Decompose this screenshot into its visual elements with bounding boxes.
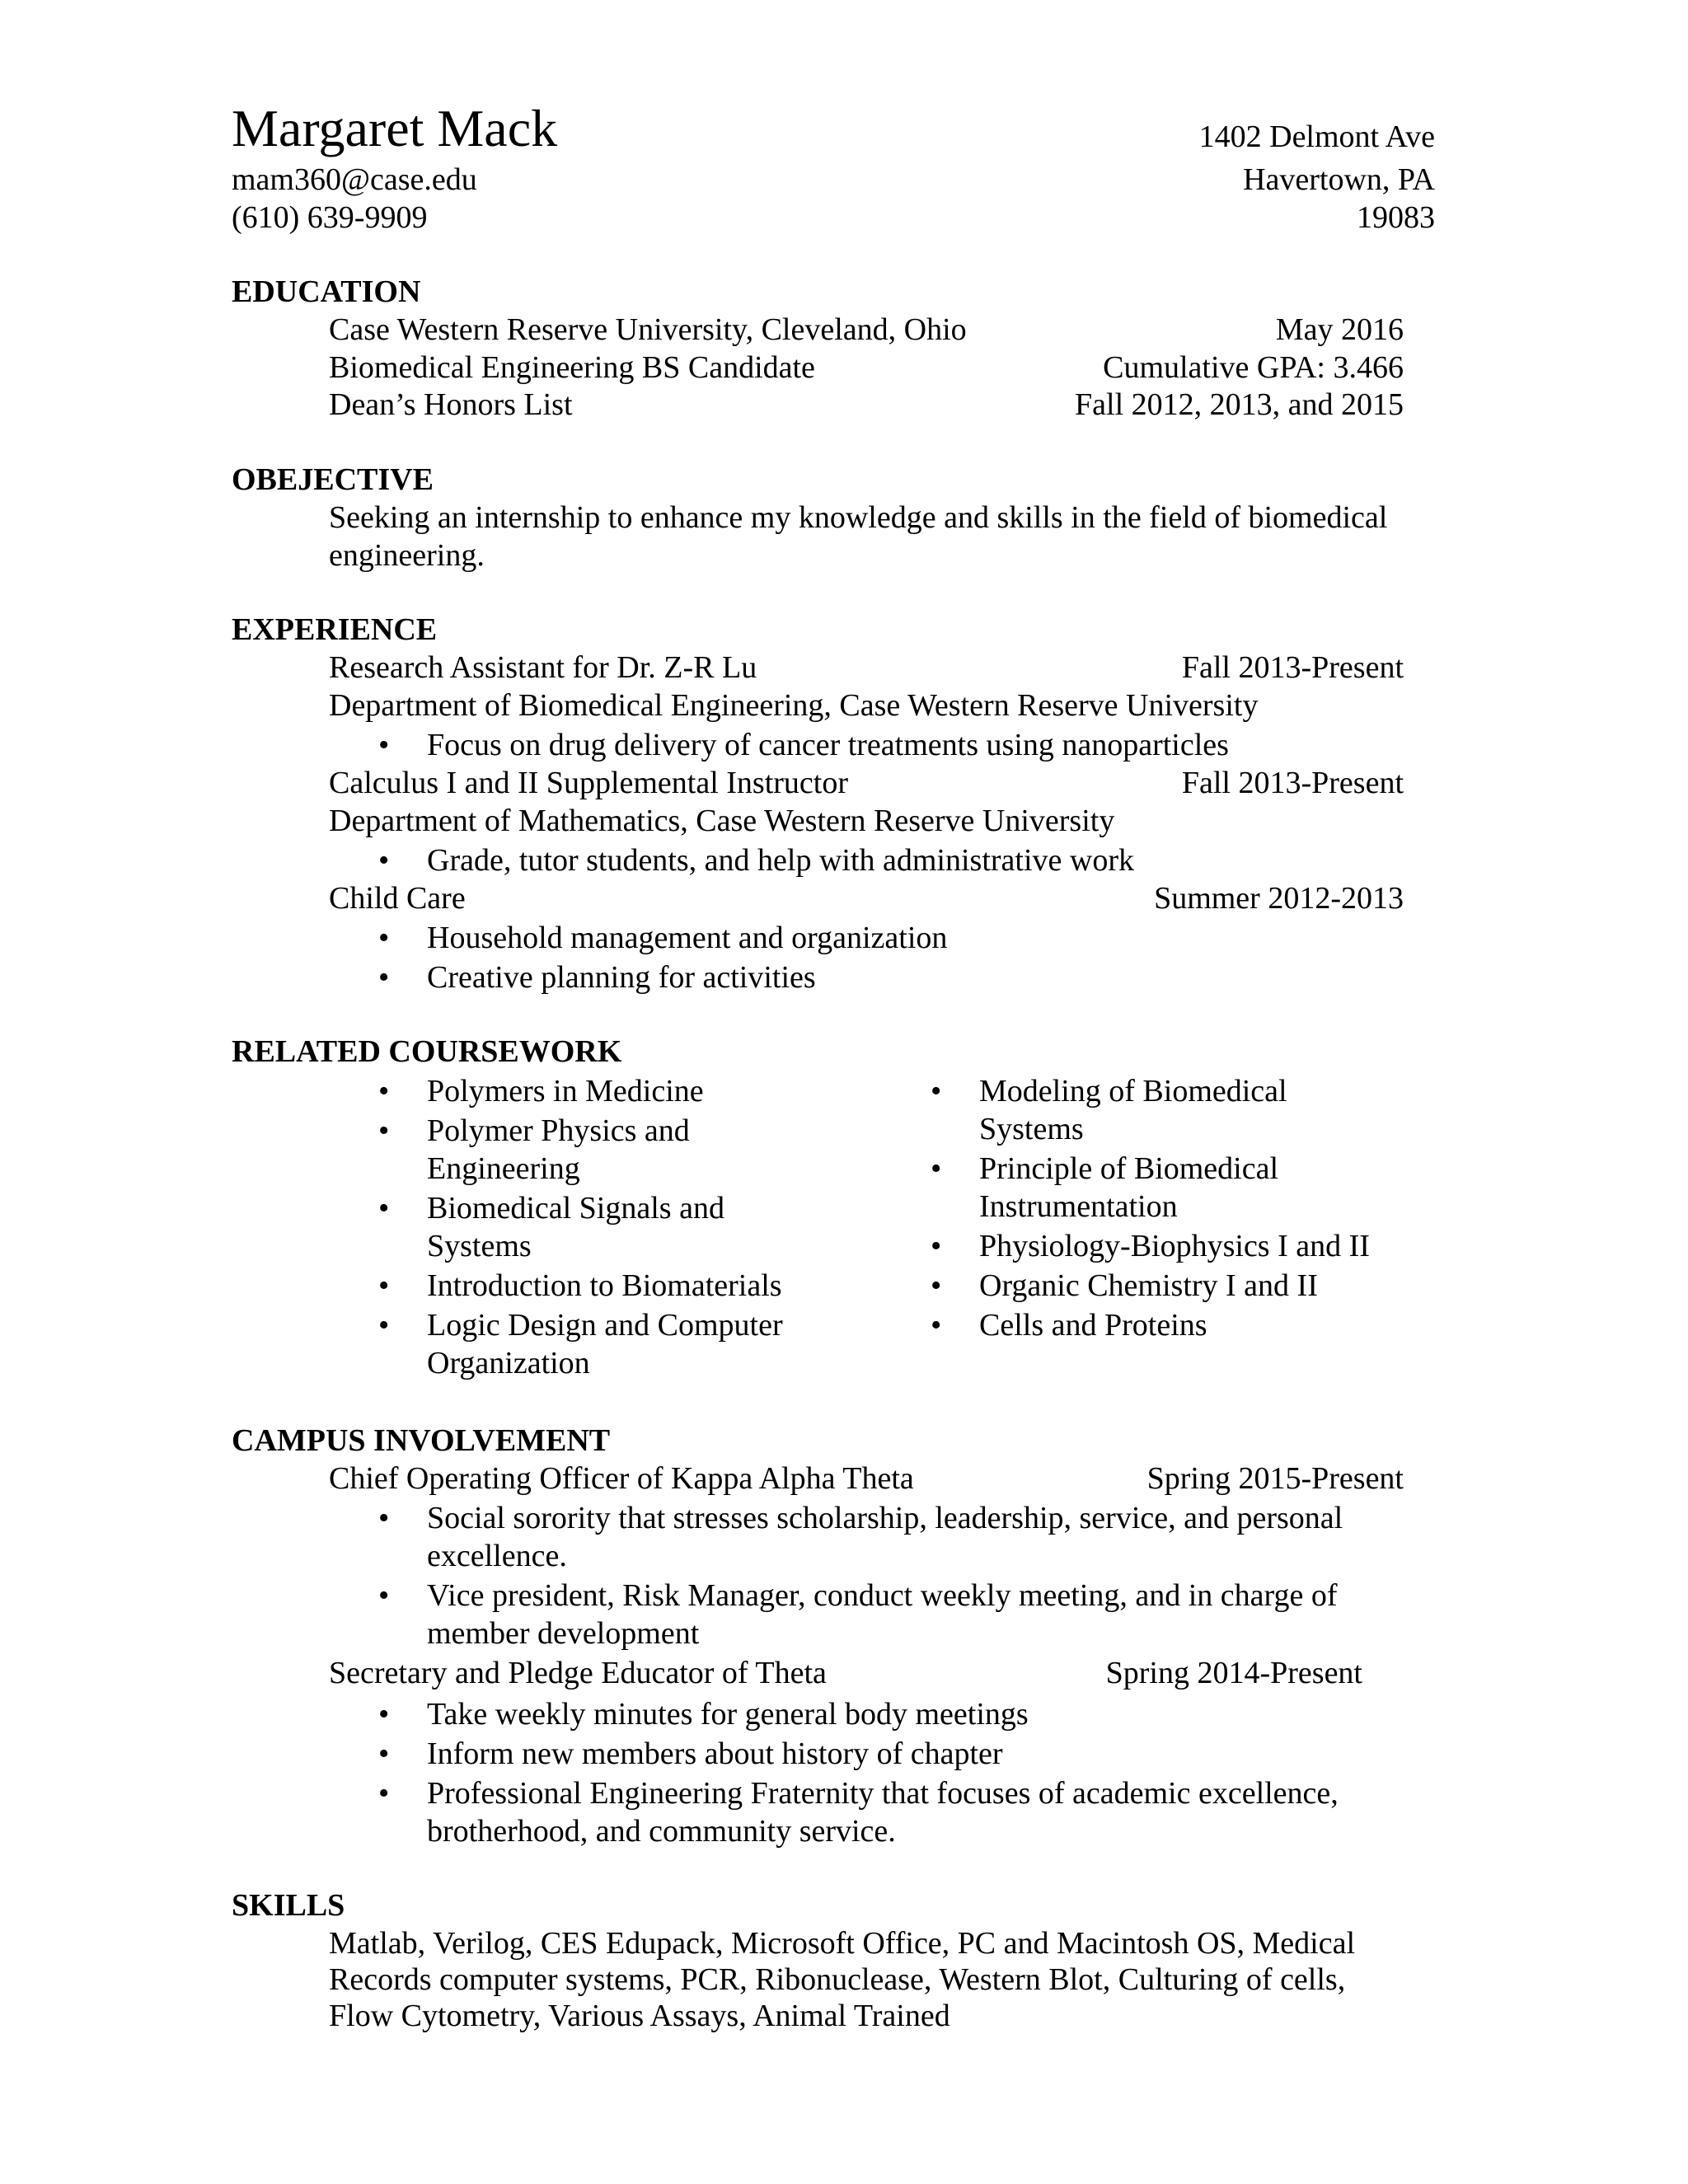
list-item-text: Modeling of Biomedical <box>979 1074 1287 1108</box>
bullet-icon: • <box>378 1697 390 1732</box>
email: mam360@case.edu <box>232 162 477 197</box>
job-title: Calculus I and II Supplemental Instructor <box>329 766 849 800</box>
role-title: Secretary and Pledge Educator of Theta <box>329 1656 827 1690</box>
experience-heading: EXPERIENCE <box>232 612 438 647</box>
list-item-text: Logic Design and Computer <box>427 1308 783 1343</box>
bullet-icon: • <box>931 1229 942 1263</box>
list-item-text: Physiology-Biophysics I and II <box>979 1229 1370 1263</box>
list-item-text: Social sorority that stresses scholarship, leadership, service, and personal <box>427 1501 1343 1535</box>
bullet-icon: • <box>931 1074 942 1108</box>
bullet-icon: • <box>378 843 390 878</box>
applicant-name: Margaret Mack <box>232 99 558 157</box>
education-honors-terms: Fall 2012, 2013, and 2015 <box>1075 387 1404 422</box>
bullet-icon: • <box>378 1736 390 1771</box>
role-title: Chief Operating Officer of Kappa Alpha Theta <box>329 1461 914 1496</box>
list-item-text: Cells and Proteins <box>979 1308 1207 1343</box>
list-item-text: brotherhood, and community service. <box>427 1814 896 1849</box>
bullet-icon: • <box>378 1501 390 1535</box>
bullet-icon: • <box>378 1074 390 1108</box>
list-item-text: Household management and organization <box>427 921 948 955</box>
list-item-text: Organic Chemistry I and II <box>979 1268 1318 1303</box>
list-item-text: Focus on drug delivery of cancer treatments using nanoparticles <box>427 728 1229 762</box>
bullet-icon: • <box>378 1776 390 1811</box>
list-item-text: member development <box>427 1616 700 1651</box>
bullet-icon: • <box>378 1113 390 1148</box>
job-department: Department of Biomedical Engineering, Case Western Reserve University <box>329 688 1259 723</box>
education-heading: EDUCATION <box>232 274 421 309</box>
bullet-icon: • <box>931 1308 942 1343</box>
list-item-text: Creative planning for activities <box>427 960 816 995</box>
list-item-text: Polymer Physics and <box>427 1113 690 1148</box>
bullet-icon: • <box>931 1268 942 1303</box>
address-street: 1402 Delmont Ave <box>1198 120 1435 154</box>
skills-line: Records computer systems, PCR, Ribonuclease, Western Blot, Culturing of cells, <box>329 1962 1346 1997</box>
bullet-icon: • <box>378 960 390 995</box>
coursework-heading: RELATED COURSEWORK <box>232 1034 622 1069</box>
list-item-text: Engineering <box>427 1151 580 1186</box>
address-city: Havertown, PA <box>1243 162 1435 197</box>
skills-heading: SKILLS <box>232 1888 345 1923</box>
education-school: Case Western Reserve University, Cleveland, Ohio <box>329 312 967 347</box>
phone: (610) 639-9909 <box>232 200 428 235</box>
job-department: Department of Mathematics, Case Western Reserve University <box>329 804 1115 838</box>
list-item-text: Vice president, Risk Manager, conduct weekly meeting, and in charge of <box>427 1578 1338 1613</box>
education-date: May 2016 <box>1275 312 1404 347</box>
job-dates: Fall 2013-Present <box>1181 766 1404 800</box>
list-item-text: Polymers in Medicine <box>427 1074 704 1108</box>
bullet-icon: • <box>378 1268 390 1303</box>
list-item-text: Instrumentation <box>979 1189 1178 1224</box>
list-item-text: Grade, tutor students, and help with administrative work <box>427 843 1134 878</box>
bullet-icon: • <box>378 921 390 955</box>
bullet-icon: • <box>378 1191 390 1226</box>
list-item-text: Principle of Biomedical <box>979 1151 1279 1186</box>
list-item-text: Professional Engineering Fraternity that focuses of academic excellence, <box>427 1776 1339 1811</box>
address-zip: 19083 <box>1357 200 1435 235</box>
job-dates: Fall 2013-Present <box>1181 650 1404 685</box>
list-item-text: Systems <box>979 1112 1084 1146</box>
list-item-text: Organization <box>427 1346 590 1380</box>
job-dates: Summer 2012-2013 <box>1154 881 1404 916</box>
list-item-text: Systems <box>427 1229 532 1263</box>
bullet-icon: • <box>378 1578 390 1613</box>
objective-line: Seeking an internship to enhance my knowledge and skills in the field of biomedical <box>329 500 1388 535</box>
education-honors: Dean’s Honors List <box>329 387 573 422</box>
education-degree: Biomedical Engineering BS Candidate <box>329 350 815 385</box>
education-gpa: Cumulative GPA: 3.466 <box>1103 350 1404 385</box>
list-item-text: Introduction to Biomaterials <box>427 1268 782 1303</box>
bullet-icon: • <box>378 728 390 762</box>
list-item-text: excellence. <box>427 1539 567 1573</box>
bullet-icon: • <box>378 1308 390 1343</box>
skills-line: Flow Cytometry, Various Assays, Animal Trained <box>329 1999 950 2033</box>
campus-heading: CAMPUS INVOLVEMENT <box>232 1423 611 1458</box>
job-title: Research Assistant for Dr. Z-R Lu <box>329 650 757 685</box>
job-title: Child Care <box>329 881 466 916</box>
objective-heading: OBEJECTIVE <box>232 462 434 497</box>
bullet-icon: • <box>931 1151 942 1186</box>
list-item-text: Inform new members about history of chapter <box>427 1736 1003 1771</box>
list-item-text: Biomedical Signals and <box>427 1191 724 1226</box>
role-dates: Spring 2014-Present <box>1105 1656 1362 1690</box>
objective-line: engineering. <box>329 538 485 573</box>
list-item-text: Take weekly minutes for general body meetings <box>427 1697 1029 1732</box>
role-dates: Spring 2015-Present <box>1146 1461 1404 1496</box>
skills-line: Matlab, Verilog, CES Edupack, Microsoft Office, PC and Macintosh OS, Medical <box>329 1926 1356 1961</box>
